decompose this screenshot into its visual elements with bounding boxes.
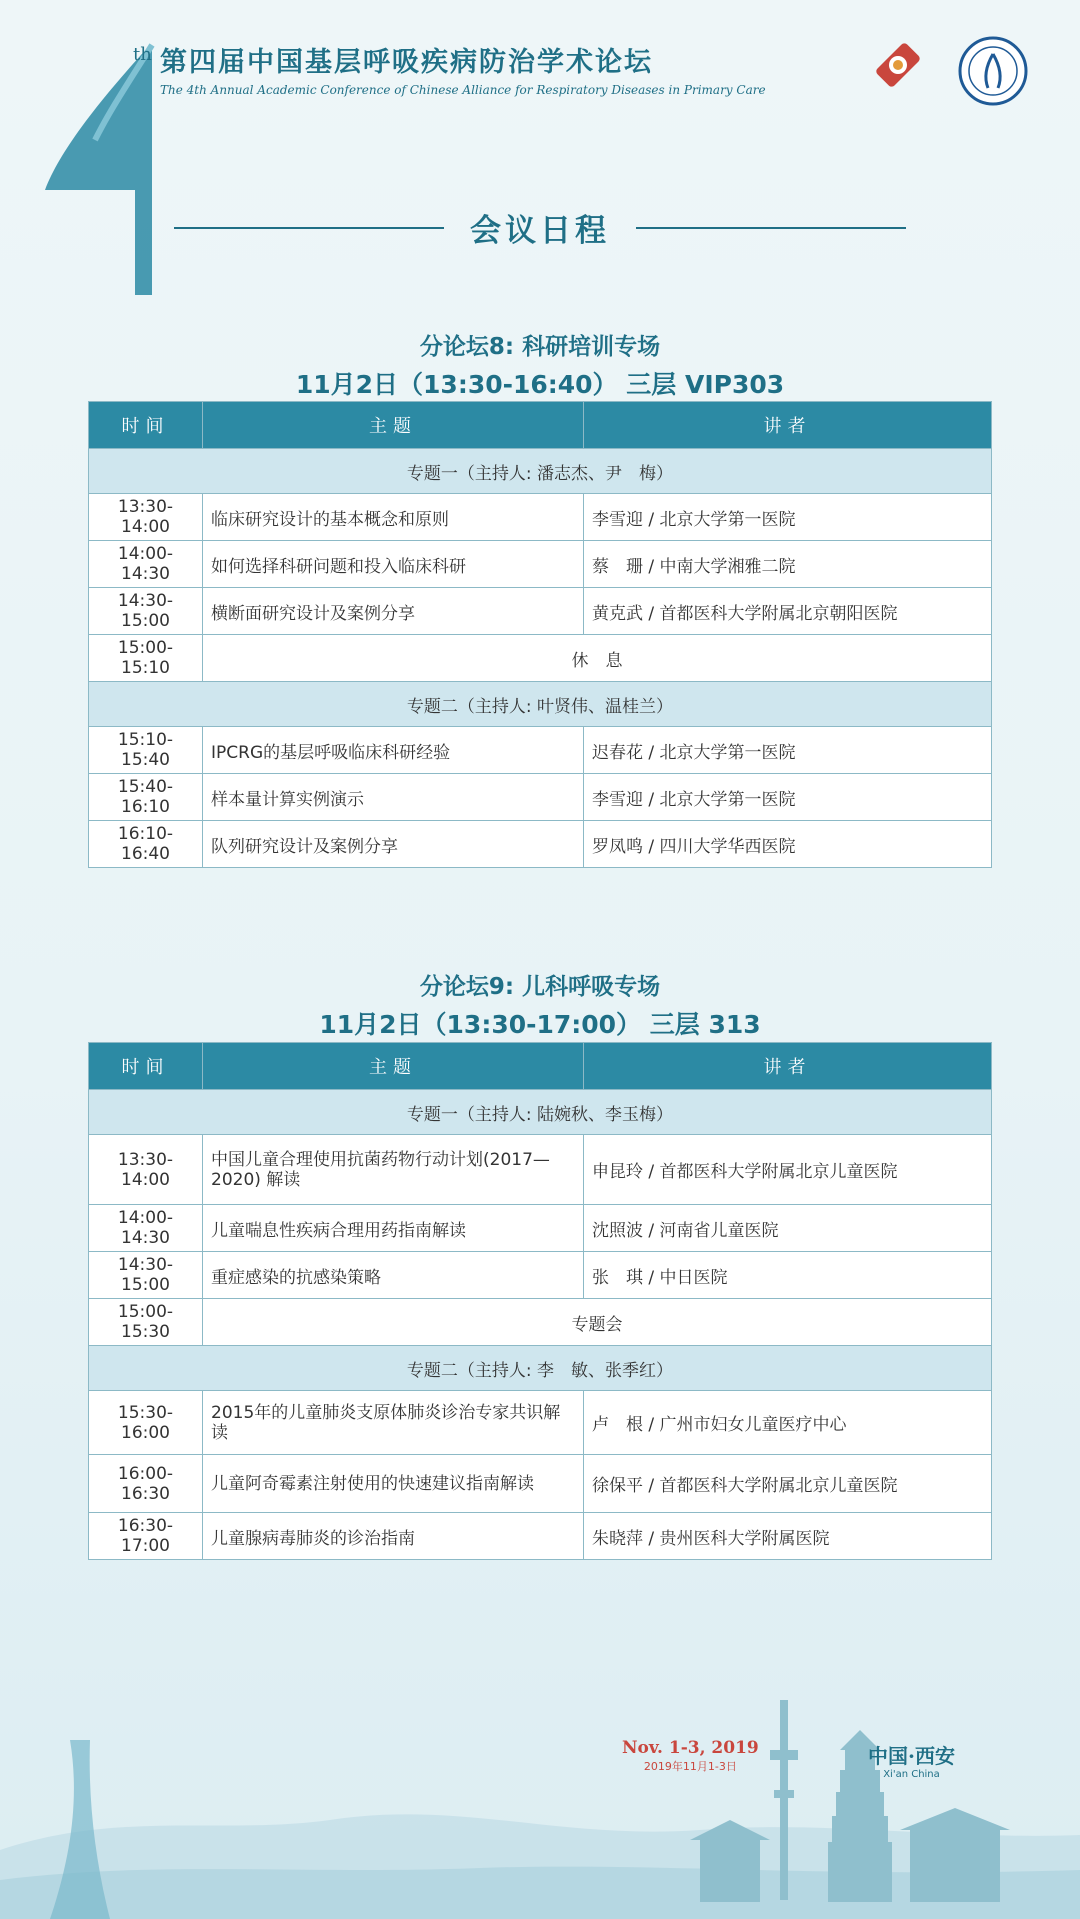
col-time-header: 时间 (89, 402, 203, 449)
table-row (89, 727, 992, 774)
speaker-cell: 张 琪 / 中日医院 (584, 1252, 992, 1299)
forum9-time: 11月2日（13:30-17:00） 三层 313 (319, 1010, 761, 1039)
table-row (89, 1391, 992, 1455)
session-header: 专题一（主持人: 陆婉秋、李玉梅） (89, 1090, 992, 1135)
divider (636, 227, 906, 229)
topic-cell: 2015年的儿童肺炎支原体肺炎诊治专家共识解读 (203, 1391, 584, 1455)
forum8-name: 分论坛8: 科研培训专场 (419, 334, 661, 360)
forum9-schedule-table (88, 1042, 992, 1560)
time-cell: 14:30-15:00 (89, 1252, 203, 1299)
time-cell: 15:40-16:10 (89, 774, 203, 821)
speaker-cell: 沈照波 / 河南省儿童医院 (584, 1205, 992, 1252)
forum8-schedule-table (88, 401, 992, 868)
col-time-header: 时间 (89, 1043, 203, 1090)
conference-subtitle: The 4th Annual Academic Conference of Chinese Alliance for Respiratory Diseases in Primary Care (160, 83, 766, 97)
forum9-name: 分论坛9: 儿科呼吸专场 (419, 974, 661, 1000)
table-row (89, 494, 992, 541)
time-cell: 15:30-16:00 (89, 1391, 203, 1455)
topic-cell: 样本量计算实例演示 (203, 774, 584, 821)
topic-cell: 队列研究设计及案例分享 (203, 821, 584, 868)
society-seal-icon (958, 36, 1028, 106)
agenda-heading: 会议日程 (470, 213, 610, 249)
table-row (89, 1252, 992, 1299)
footer-city (868, 1740, 955, 1780)
city-en: Xi'an China (883, 1769, 940, 1780)
table-row (89, 1205, 992, 1252)
topic-cell: 重症感染的抗感染策略 (203, 1252, 584, 1299)
col-speaker-header: 讲者 (584, 1043, 992, 1090)
col-speaker-header: 讲者 (584, 402, 992, 449)
col-topic-header: 主题 (203, 1043, 584, 1090)
session-header: 专题二（主持人: 李 敏、张季红） (89, 1346, 992, 1391)
speaker-cell: 罗凤鸣 / 四川大学华西医院 (584, 821, 992, 868)
table-row (89, 774, 992, 821)
table-row (89, 1455, 992, 1513)
table-row (89, 541, 992, 588)
forum9-heading (0, 968, 1080, 1041)
topic-cell: 横断面研究设计及案例分享 (203, 588, 584, 635)
col-topic-header: 主题 (203, 402, 584, 449)
footer-date (622, 1738, 759, 1774)
speaker-cell: 朱晓萍 / 贵州医科大学附属医院 (584, 1513, 992, 1560)
topic-cell: 儿童喘息性疾病合理用药指南解读 (203, 1205, 584, 1252)
section-title (0, 205, 1080, 250)
divider (174, 227, 444, 229)
session-header: 专题一（主持人: 潘志杰、尹 梅） (89, 449, 992, 494)
session-header: 专题二（主持人: 叶贤伟、温桂兰） (89, 682, 992, 727)
table-row (89, 588, 992, 635)
break-row (89, 1299, 992, 1346)
time-cell: 14:00-14:30 (89, 1205, 203, 1252)
alliance-emblem-icon (858, 40, 938, 90)
break-row (89, 635, 992, 682)
forum8-heading (0, 328, 1080, 401)
time-cell: 16:10-16:40 (89, 821, 203, 868)
speaker-cell: 徐保平 / 首都医科大学附属北京儿童医院 (584, 1455, 992, 1513)
table-header-row (89, 402, 992, 449)
table-header-row (89, 1043, 992, 1090)
speaker-cell: 蔡 珊 / 中南大学湘雅二院 (584, 541, 992, 588)
forum8-time: 11月2日（13:30-16:40） 三层 VIP303 (295, 370, 785, 399)
time-cell: 14:00-14:30 (89, 541, 203, 588)
time-cell: 13:30-14:00 (89, 1135, 203, 1205)
speaker-cell: 卢 根 / 广州市妇女儿童医疗中心 (584, 1391, 992, 1455)
break-label: 休 息 (203, 635, 992, 682)
speaker-cell: 李雪迎 / 北京大学第一医院 (584, 494, 992, 541)
speaker-cell: 黄克武 / 首都医科大学附属北京朝阳医院 (584, 588, 992, 635)
time-cell: 15:00-15:30 (89, 1299, 203, 1346)
topic-cell: 儿童腺病毒肺炎的诊治指南 (203, 1513, 584, 1560)
break-label: 专题会 (203, 1299, 992, 1346)
topic-cell: IPCRG的基层呼吸临床科研经验 (203, 727, 584, 774)
speaker-cell: 申昆玲 / 首都医科大学附属北京儿童医院 (584, 1135, 992, 1205)
speaker-cell: 李雪迎 / 北京大学第一医院 (584, 774, 992, 821)
time-cell: 14:30-15:00 (89, 588, 203, 635)
topic-cell: 儿童阿奇霉素注射使用的快速建议指南解读 (203, 1455, 584, 1513)
table-row (89, 821, 992, 868)
conference-title: 第四届中国基层呼吸疾病防治学术论坛 (160, 47, 653, 78)
topic-cell: 中国儿童合理使用抗菌药物行动计划(2017—2020) 解读 (203, 1135, 584, 1205)
topic-cell: 临床研究设计的基本概念和原则 (203, 494, 584, 541)
time-cell: 15:10-15:40 (89, 727, 203, 774)
date-cn: 2019年11月1-3日 (643, 1760, 737, 1773)
speaker-cell: 迟春花 / 北京大学第一医院 (584, 727, 992, 774)
time-cell: 15:00-15:10 (89, 635, 203, 682)
title-superscript: th (133, 44, 152, 65)
topic-cell: 如何选择科研问题和投入临床科研 (203, 541, 584, 588)
table-row (89, 1135, 992, 1205)
alliance-logo (858, 40, 938, 110)
time-cell: 13:30-14:00 (89, 494, 203, 541)
xian-skyline-icon (690, 1690, 1020, 1919)
time-cell: 16:30-17:00 (89, 1513, 203, 1560)
table-row (89, 1513, 992, 1560)
city-cn: 中国·西安 (868, 1744, 955, 1768)
time-cell: 16:00-16:30 (89, 1455, 203, 1513)
conference-header (160, 40, 766, 97)
date-en: Nov. 1-3, 2019 (622, 1738, 759, 1758)
